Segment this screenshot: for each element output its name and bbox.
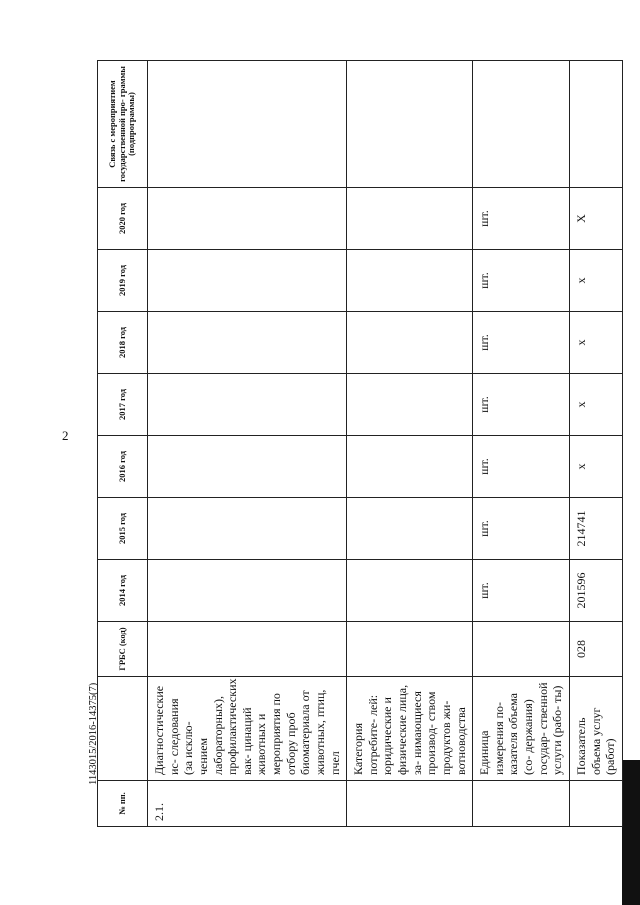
- grbs-cell: [473, 622, 570, 677]
- table-row: [569, 61, 622, 827]
- value-cell-2014: 201596: [569, 560, 622, 622]
- program-table: [97, 60, 623, 827]
- scan-margin-bar: [622, 760, 640, 905]
- value-cell-2015: 214741: [569, 498, 622, 560]
- document-number: 1143015/2016-14375(7): [88, 682, 99, 785]
- value-cell-2017: [148, 374, 347, 436]
- value-cell-2015: [347, 498, 473, 560]
- value-cell-2019: [148, 250, 347, 312]
- row-number: [569, 781, 622, 827]
- value-cell-2016: [148, 436, 347, 498]
- value-cell-2017: [347, 374, 473, 436]
- header-2014: 2014 год: [98, 560, 148, 622]
- grbs-cell: [347, 622, 473, 677]
- value-cell-2019: x: [569, 250, 622, 312]
- row-description: Диагностические ис- следования (за исклю- чением лабораторных), профилактических вак- цинаций животных и мероприятия по отбору проб биоматериала от животных, птиц, пчел: [148, 677, 347, 781]
- value-cell-2018: [148, 312, 347, 374]
- page-number: 2: [62, 428, 69, 443]
- program-link-cell: [569, 61, 622, 188]
- row-description: Показатель объема услуг (работ): [569, 677, 622, 781]
- header-2017: 2017 год: [98, 374, 148, 436]
- value-cell-2015: [148, 498, 347, 560]
- value-cell-2018: x: [569, 312, 622, 374]
- header-grbs: ГРБС (код): [98, 622, 148, 677]
- row-description: Единица измерения по- казателя объема (со- держания) государ- ственной услуги (рабо- ты): [473, 677, 570, 781]
- value-cell-2015: шт.: [473, 498, 570, 560]
- header-row: [98, 61, 148, 827]
- row-number: [473, 781, 570, 827]
- header-description: [98, 677, 148, 781]
- table-row: [347, 61, 473, 827]
- value-cell-2018: [347, 312, 473, 374]
- value-cell-2019: шт.: [473, 250, 570, 312]
- program-link-cell: [473, 61, 570, 188]
- grbs-cell: [148, 622, 347, 677]
- table-row: [148, 61, 347, 827]
- value-cell-2020: шт.: [473, 188, 570, 250]
- value-cell-2014: шт.: [473, 560, 570, 622]
- header-2019: 2019 год: [98, 250, 148, 312]
- value-cell-2020: X: [569, 188, 622, 250]
- grbs-cell: 028: [569, 622, 622, 677]
- header-number: № пп.: [98, 781, 148, 827]
- program-link-cell: [347, 61, 473, 188]
- value-cell-2020: [148, 188, 347, 250]
- program-link-cell: [148, 61, 347, 188]
- value-cell-2018: шт.: [473, 312, 570, 374]
- header-2015: 2015 год: [98, 498, 148, 560]
- value-cell-2017: x: [569, 374, 622, 436]
- value-cell-2014: [347, 560, 473, 622]
- value-cell-2019: [347, 250, 473, 312]
- row-number: 2.1.: [148, 781, 347, 827]
- value-cell-2020: [347, 188, 473, 250]
- row-description: Категория потребите- лей: юридические и физические лица, за- нимающиеся производ- ством продуктов жи- вотноводства: [347, 677, 473, 781]
- header-2020: 2020 год: [98, 188, 148, 250]
- value-cell-2016: x: [569, 436, 622, 498]
- value-cell-2016: [347, 436, 473, 498]
- value-cell-2014: [148, 560, 347, 622]
- value-cell-2016: шт.: [473, 436, 570, 498]
- row-number: [347, 781, 473, 827]
- header-program-link: Связь с мероприятием государственной про- граммы (подпрограммы): [98, 61, 148, 188]
- header-2016: 2016 год: [98, 436, 148, 498]
- value-cell-2017: шт.: [473, 374, 570, 436]
- table-row: [473, 61, 570, 827]
- rotated-table-wrapper: [97, 61, 618, 827]
- header-2018: 2018 год: [98, 312, 148, 374]
